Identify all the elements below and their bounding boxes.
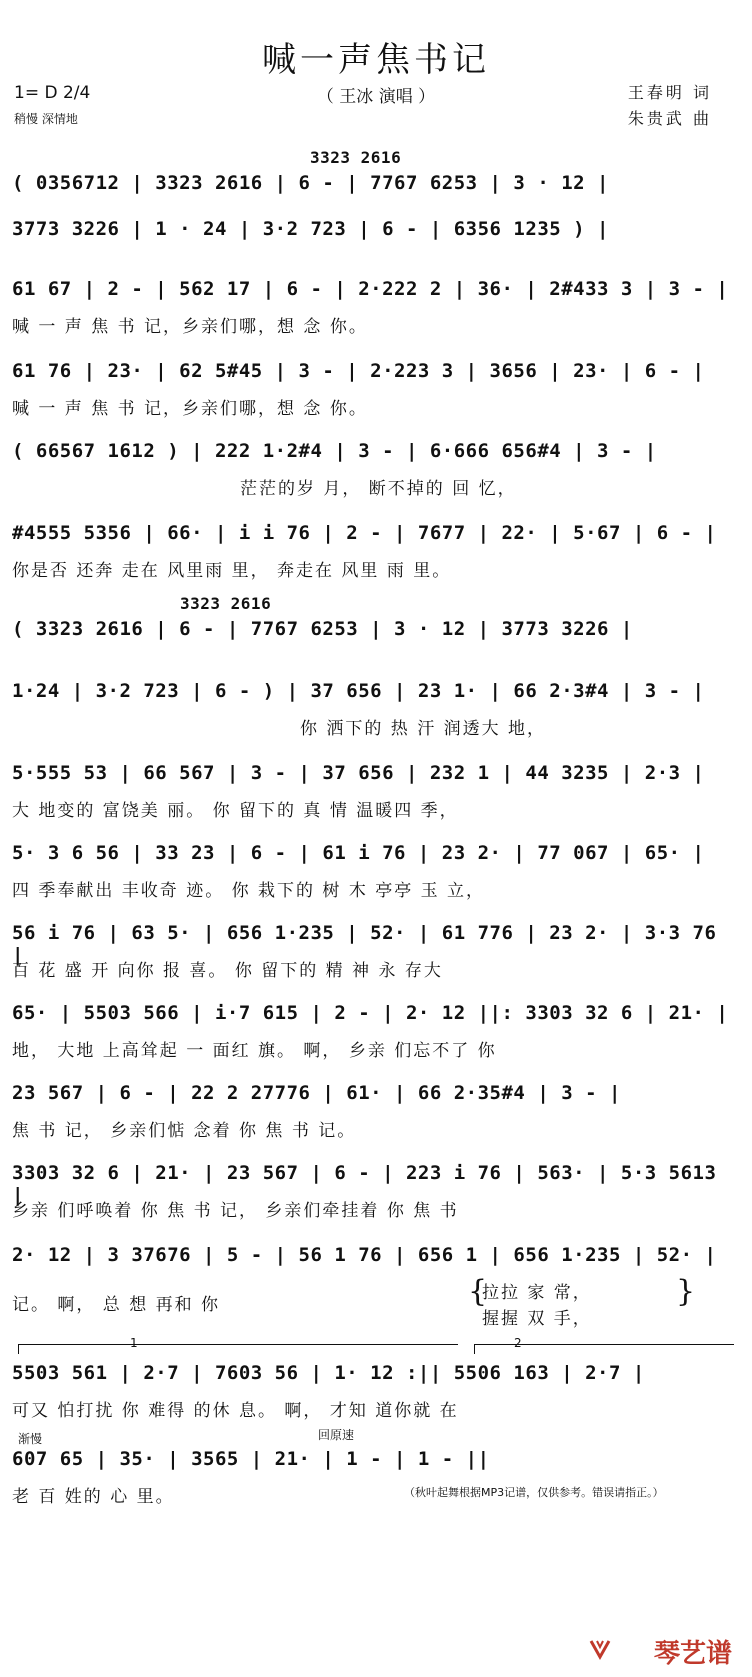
notation-line: 23 567 | 6 - | 22 2 27776 | 61· | 66 2·35#4 | 3 - | (12, 1082, 621, 1104)
notation-line: #4555 5356 | 66· | i i 76 | 2 - | 7677 | 22· | 5·67 | 6 - | (12, 522, 717, 544)
notation-line: 3323 2616 (310, 148, 402, 167)
notation-line: 2· 12 | 3 37676 | 5 - | 56 1 76 | 656 1 | 656 1·235 | 52· | (12, 1244, 717, 1266)
lyric-line: 乡亲 们呼唤着 你 焦 书 记， 乡亲们牵挂着 你 焦 书 (12, 1201, 459, 1221)
lyric-line: 记。 啊， 总 想 再和 你 (12, 1295, 221, 1315)
tempo-a-marking: 回原速 (318, 1428, 355, 1442)
notation-line: 61 67 | 2 - | 562 17 | 6 - | 2·222 2 | 36· | 2#433 3 | 3 - | (12, 278, 729, 300)
volta-tick-2 (474, 1344, 475, 1354)
lyricist-credit: 王春明 词 (627, 83, 712, 102)
lyric-line: 你 洒下的 热 汗 润透大 地， (300, 719, 547, 739)
notation-line: 5503 561 | 2·7 | 7603 56 | 1· 12 :|| 5506 163 | 2·7 | (12, 1362, 645, 1384)
transcription-footnote: （秋叶起舞根据MP3记谱，仅供参考。错误请指正。） (404, 1486, 664, 1499)
notation-line: 1·24 | 3·2 723 | 6 - ) | 37 656 | 23 1· | 66 2·3#4 | 3 - | (12, 680, 705, 702)
tempo-marking: 稍慢 深情地 (14, 112, 78, 126)
composer-credit: 朱贵武 曲 (627, 109, 712, 128)
notation-line: 5·555 53 | 66 567 | 3 - | 37 656 | 232 1 | 44 3235 | 2·3 | (12, 762, 705, 784)
notation-line: ( 3323 2616 | 6 - | 7767 6253 | 3 · 12 | 3773 3226 | (12, 618, 633, 640)
volta-bracket-2 (474, 1344, 734, 1345)
lyric-line: 百 花 盛 开 向你 报 喜。 你 留下的 精 神 永 存大 (12, 961, 443, 981)
tempo-rit-marking: 渐慢 (18, 1432, 43, 1446)
key-signature: 1= D 2/4 (14, 83, 91, 103)
notation-line: 3303 32 6 | 21· | 23 567 | 6 - | 223 i 76 | 563· | 5·3 5613 | (12, 1162, 717, 1206)
lyric-line: 喊 一 声 焦 书 记，乡亲们哪，想 念 你。 (12, 399, 368, 419)
lyric-line: 你是否 还奔 走在 风里雨 里， 奔走在 风里 雨 里。 (12, 561, 452, 581)
qinyipu-logo-icon (588, 1637, 612, 1661)
verse-alt-lyric-2: 握握 双 手， (482, 1309, 592, 1329)
lyric-line: 茫茫的岁 月， 断不掉的 回 忆， (240, 479, 517, 499)
volta-number-1: 1 (130, 1336, 138, 1350)
watermark-brand: 琴艺谱 (653, 1639, 732, 1669)
lyric-line: 焦 书 记， 乡亲们惦 念着 你 焦 书 记。 (12, 1121, 357, 1141)
notation-line: ( 66567 1612 ) | 222 1·2#4 | 3 - | 6·666 656#4 | 3 - | (12, 440, 657, 462)
verse-alt-lyric-1: 拉拉 家 常， (482, 1283, 592, 1303)
lyric-line: 喊 一 声 焦 书 记，乡亲们哪，想 念 你。 (12, 317, 368, 337)
lyric-line: 四 季奉献出 丰收奇 迹。 你 栽下的 树 木 亭亭 玉 立， (12, 881, 486, 901)
notation-line: ( 0356712 | 3323 2616 | 6 - | 7767 6253 | 3 · 12 | (12, 172, 609, 194)
lyric-line: 地， 大地 上高耸起 一 面红 旗。 啊， 乡亲 们忘不了 你 (12, 1041, 497, 1061)
notation-line: 607 65 | 35· | 3565 | 21· | 1 - | 1 - || (12, 1448, 490, 1470)
volta-tick-1 (18, 1344, 19, 1354)
song-title: 喊一声焦书记 (262, 40, 490, 80)
volta-number-2: 2 (514, 1336, 522, 1350)
verse-brace-left: { (468, 1274, 490, 1309)
performer-note: （ 王冰 演唱 ） (316, 87, 436, 107)
lyric-line: 老 百 姓的 心 里。 (12, 1487, 175, 1507)
verse-brace-right: } (676, 1274, 698, 1309)
volta-bracket-1 (18, 1344, 458, 1345)
notation-line: 65· | 5503 566 | i·7 615 | 2 - | 2· 12 ||: 3303 32 6 | 21· | (12, 1002, 729, 1024)
lyric-line: 可又 怕打扰 你 难得 的休 息。 啊， 才知 道你就 在 (12, 1401, 459, 1421)
lyric-line: 大 地变的 富饶美 丽。 你 留下的 真 情 温暖四 季， (12, 801, 459, 821)
notation-line: 56 i 76 | 63 5· | 656 1·235 | 52· | 61 776 | 23 2· | 3·3 76 | (12, 922, 717, 966)
notation-line: 5· 3 6 56 | 33 23 | 6 - | 61 i 76 | 23 2· | 77 067 | 65· | (12, 842, 705, 864)
notation-line: 61 76 | 23· | 62 5#45 | 3 - | 2·223 3 | 3656 | 23· | 6 - | (12, 360, 705, 382)
notation-line: 3323 2616 (180, 594, 272, 613)
notation-line: 3773 3226 | 1 · 24 | 3·2 723 | 6 - | 6356 1235 ) | (12, 218, 609, 240)
